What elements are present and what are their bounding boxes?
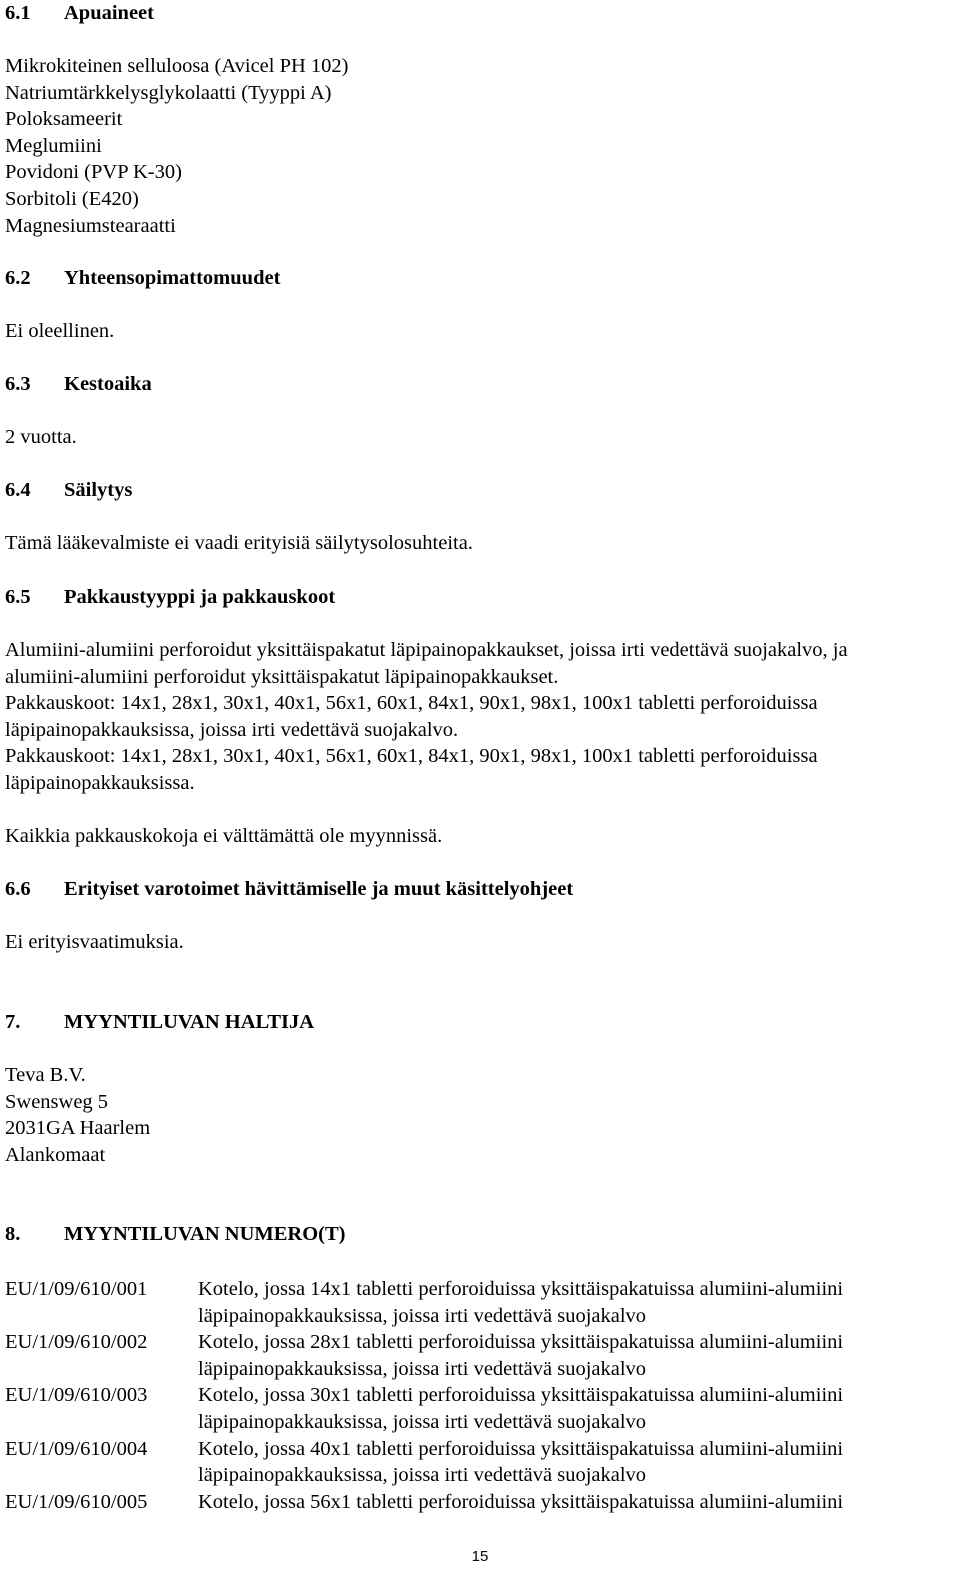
section-title: Yhteensopimattomuudet [64, 267, 281, 289]
description-line: Kotelo, jossa 40x1 tabletti perforoiduissa yksittäispakatuissa alumiini-alumiini [198, 1437, 844, 1460]
authorisation-number: EU/1/09/610/005 [5, 1490, 148, 1513]
excipient-item: Povidoni (PVP K-30) [5, 161, 182, 184]
section-heading-6-3 [5, 371, 152, 398]
package-note: Kaikkia pakkauskokoja ei välttämättä ole myynnissä. [5, 825, 443, 847]
section-number: 6.3 [5, 373, 31, 395]
excipient-item: Magnesiumstearaatti [5, 214, 176, 237]
description-line: Kotelo, jossa 30x1 tabletti perforoiduissa yksittäispakatuissa alumiini-alumiini [198, 1384, 844, 1407]
address-line: Teva B.V. [5, 1064, 86, 1086]
section-heading-6-5 [5, 584, 335, 611]
pack-description [198, 1436, 953, 1489]
excipient-item: Meglumiini [5, 134, 102, 157]
pack-description [198, 1329, 953, 1382]
package-line: alumiini-alumiini perforoidut yksittäispakatut läpipainopakkaukset. [5, 665, 559, 688]
section-heading-6-4 [5, 477, 132, 504]
authorisation-number: EU/1/09/610/001 [5, 1278, 148, 1300]
section-number: 6.4 [5, 479, 31, 501]
section-title: MYYNTILUVAN HALTIJA [64, 1011, 315, 1033]
page-number: 15 [471, 1548, 489, 1565]
section-title: Apuaineet [64, 2, 154, 24]
authorisation-number: EU/1/09/610/002 [5, 1331, 148, 1354]
excipient-item: Mikrokiteinen selluloosa (Avicel PH 102) [5, 55, 349, 77]
excipient-item: Sorbitoli (E420) [5, 187, 139, 210]
authorisation-number: EU/1/09/610/004 [5, 1437, 148, 1460]
authorisation-number: EU/1/09/610/003 [5, 1384, 148, 1407]
description-line: Kotelo, jossa 56x1 tabletti perforoiduissa yksittäispakatuissa alumiini-alumiini [198, 1490, 844, 1513]
package-line: läpipainopakkauksissa. [5, 771, 195, 794]
table-row [5, 1276, 953, 1329]
section-number: 6.6 [5, 878, 31, 900]
table-row [5, 1329, 953, 1382]
authorisation-numbers-table [5, 1276, 953, 1515]
table-row [5, 1436, 953, 1489]
address-line: Swensweg 5 [5, 1090, 109, 1113]
pack-description [198, 1276, 953, 1329]
section-title: Säilytys [64, 479, 133, 501]
holder-address [5, 1062, 953, 1168]
incompatibilities-text: Ei oleellinen. [5, 320, 115, 342]
section-heading-6-6 [5, 876, 573, 903]
excipients-list [5, 53, 953, 239]
description-line: läpipainopakkauksissa, joissa irti vedettävä suojakalvo [198, 1304, 647, 1327]
section-number: 8. [5, 1223, 21, 1245]
pack-description [198, 1489, 953, 1516]
shelf-life-text: 2 vuotta. [5, 426, 77, 448]
package-line: Pakkauskoot: 14x1, 28x1, 30x1, 40x1, 56x1, 60x1, 84x1, 90x1, 98x1, 100x1 tabletti perforoiduissa [5, 692, 818, 715]
section-title: Erityiset varotoimet hävittämiselle ja muut käsittelyohjeet [64, 878, 574, 900]
section-heading-6-1 [5, 0, 154, 27]
package-line: Pakkauskoot: 14x1, 28x1, 30x1, 40x1, 56x1, 60x1, 84x1, 90x1, 98x1, 100x1 tabletti perforoiduissa [5, 745, 818, 768]
description-line: Kotelo, jossa 14x1 tabletti perforoiduissa yksittäispakatuissa alumiini-alumiini [198, 1278, 844, 1300]
excipient-item: Natriumtärkkelysglykolaatti (Tyyppi A) [5, 81, 332, 104]
disposal-text: Ei erityisvaatimuksia. [5, 931, 184, 953]
section-number: 7. [5, 1011, 21, 1033]
pack-description [198, 1382, 953, 1435]
address-line: Alankomaat [5, 1143, 106, 1166]
section-heading-6-2 [5, 265, 280, 292]
description-line: läpipainopakkauksissa, joissa irti vedettävä suojakalvo [198, 1410, 647, 1433]
section-number: 6.2 [5, 267, 31, 289]
section-title: MYYNTILUVAN NUMERO(T) [64, 1223, 346, 1245]
section-number: 6.1 [5, 2, 31, 24]
section-heading-8 [5, 1221, 346, 1248]
package-description [5, 637, 953, 797]
description-line: läpipainopakkauksissa, joissa irti vedettävä suojakalvo [198, 1357, 647, 1380]
description-line: Kotelo, jossa 28x1 tabletti perforoiduissa yksittäispakatuissa alumiini-alumiini [198, 1331, 844, 1354]
table-row [5, 1382, 953, 1435]
package-line: läpipainopakkauksissa, joissa irti vedettävä suojakalvo. [5, 718, 459, 741]
description-line: läpipainopakkauksissa, joissa irti vedettävä suojakalvo [198, 1464, 647, 1487]
section-number: 6.5 [5, 586, 31, 608]
section-heading-7 [5, 1009, 314, 1036]
excipient-item: Poloksameerit [5, 108, 123, 131]
storage-text: Tämä lääkevalmiste ei vaadi erityisiä säilytysolosuhteita. [5, 532, 473, 554]
section-title: Pakkaustyyppi ja pakkauskoot [64, 586, 336, 608]
package-line: Alumiini-alumiini perforoidut yksittäispakatut läpipainopakkaukset, joissa irti vedettävä suojakalvo, ja [5, 639, 848, 661]
section-title: Kestoaika [64, 373, 152, 395]
address-line: 2031GA Haarlem [5, 1117, 151, 1140]
table-row [5, 1489, 953, 1516]
